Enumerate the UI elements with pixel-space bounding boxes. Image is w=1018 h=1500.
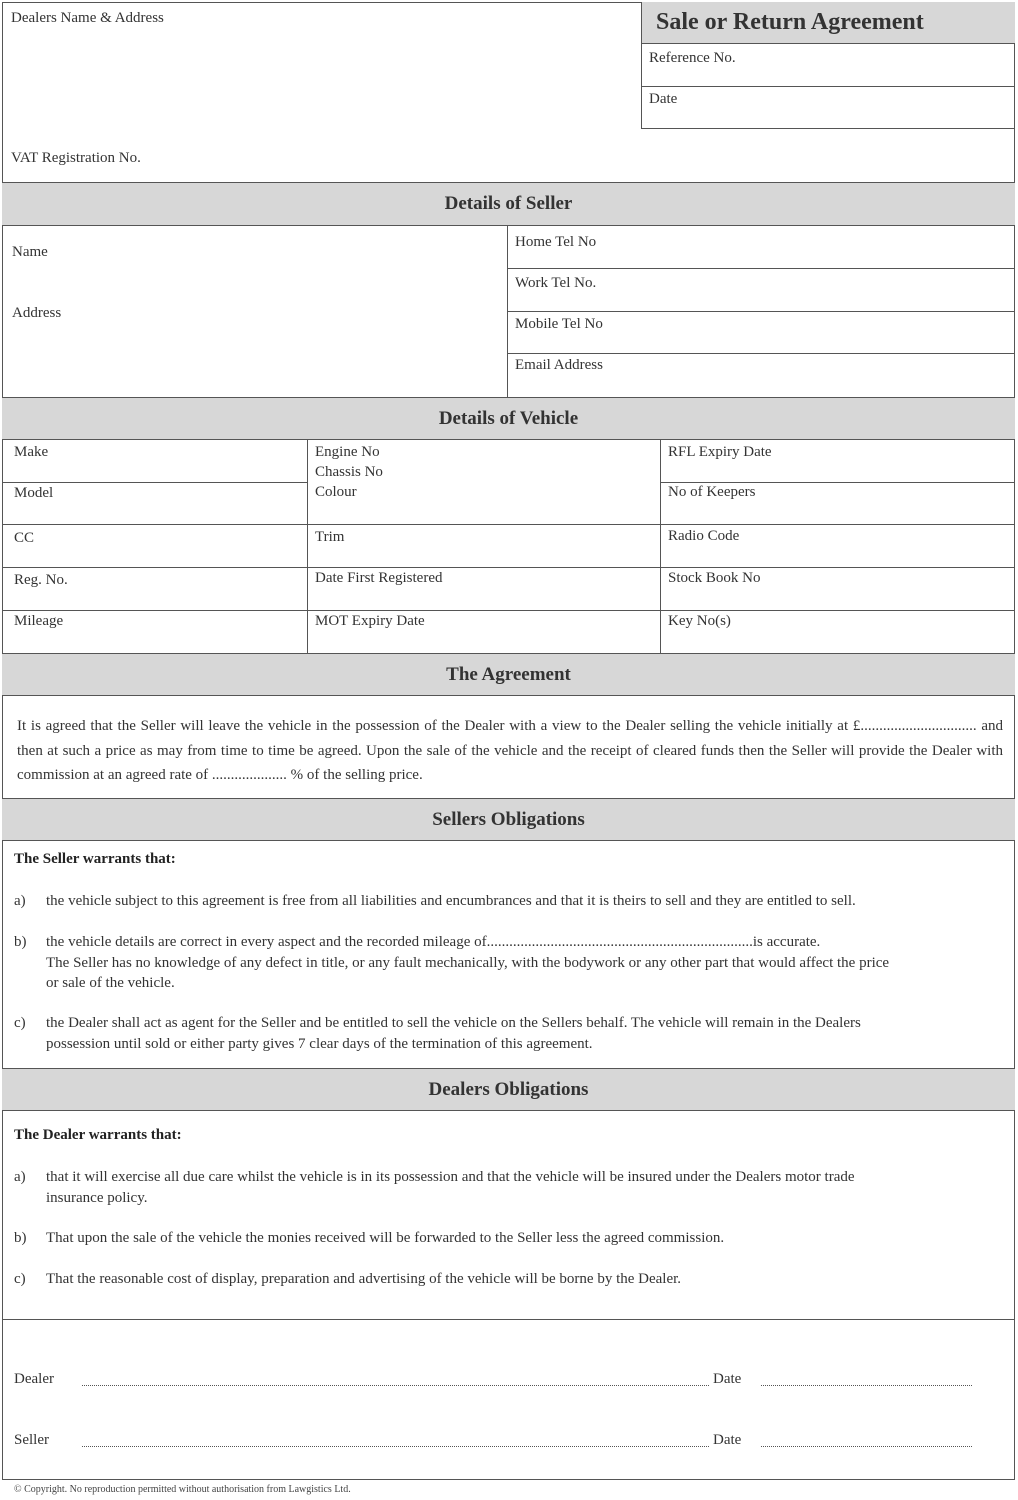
divider [307,440,308,653]
vehicle-section-heading: Details of Vehicle [2,397,1015,440]
email-label: Email Address [515,357,603,373]
reference-label: Reference No. [649,50,736,66]
cc-label: CC [14,530,35,546]
divider [642,86,1015,87]
seller-signature-label: Seller [14,1432,49,1448]
list-line: The Seller has no knowledge of any defect in title, or any fault mechanically, with the bodywork or any other part that would affect the price [46,954,890,971]
work-tel-label: Work Tel No. [515,275,597,291]
divider [507,353,1015,354]
mobile-tel-label: Mobile Tel No [515,316,603,332]
agreement-text: It is agreed that the Seller will leave the vehicle in the possession of the Dealer with a view to the Dealer selling the vehicle initially at £............................... and then at such a price as may from time to time be agreed. Upon the sale of the vehicle and the receipt of cleared funds then the Seller will provide the Dealer with commission at an agreed rate of .................... % of the selling price. [17,718,1003,783]
divider [2,567,1015,568]
dealer-date-label: Date [713,1371,742,1387]
list-line: or sale of the vehicle. [46,975,175,991]
list-line: the Dealer shall act as agent for the Seller and be entitled to sell the vehicle on the Sellers behalf. The vehicle will remain in the Dealers [46,1015,861,1031]
divider [660,482,1015,483]
mot-expiry-label: MOT Expiry Date [315,613,425,629]
list-marker: a) [14,893,26,909]
divider [2,610,1015,611]
radio-code-label: Radio Code [668,528,740,544]
dealer-warrants-intro: The Dealer warrants that: [14,1127,182,1143]
keepers-label: No of Keepers [668,484,756,500]
divider [507,311,1015,312]
make-label: Make [14,444,49,460]
engine-no-label: Engine No [315,444,380,460]
home-tel-label: Home Tel No [515,234,597,250]
list-line: that it will exercise all due care whilst the vehicle is in its possession and that the vehicle will be insured under the Dealers motor trade [46,1169,855,1185]
list-marker: b) [14,1230,27,1246]
dealer-name-address-label: Dealers Name & Address [11,10,164,26]
date-label: Date [649,91,678,107]
list-marker: c) [14,1015,26,1031]
seller-section-heading: Details of Seller [2,182,1015,226]
dealers-obligations-heading: Dealers Obligations [2,1068,1015,1111]
list-line: the vehicle subject to this agreement is free from all liabilities and encumbrances and that it is theirs to sell and they are entitled to sell. [46,893,856,909]
chassis-no-label: Chassis No [315,464,383,480]
colour-label: Colour [315,484,357,500]
list-marker: c) [14,1271,26,1287]
reg-no-label: Reg. No. [14,572,68,588]
title-block [641,2,1015,129]
divider [2,482,307,483]
divider [2,524,1015,525]
divider [507,268,1015,269]
divider [660,440,661,653]
stock-book-label: Stock Book No [668,570,761,586]
model-label: Model [14,485,54,501]
list-marker: b) [14,934,27,950]
list-marker: a) [14,1169,26,1185]
sellers-obligations-heading: Sellers Obligations [2,798,1015,841]
seller-warrants-intro: The Seller warrants that: [14,851,176,867]
seller-name-label: Name [12,244,48,260]
divider [2,1319,1015,1320]
mileage-label: Mileage [14,613,64,629]
seller-signature-line[interactable] [82,1446,709,1447]
vat-registration-label: VAT Registration No. [11,150,141,166]
title-bar [642,2,1015,44]
list-line: That upon the sale of the vehicle the monies received will be forwarded to the Seller less the agreed commission. [46,1230,725,1246]
seller-date-line[interactable] [761,1446,972,1447]
dealer-date-line[interactable] [761,1385,972,1386]
dealer-signature-line[interactable] [82,1385,709,1386]
dealer-signature-label: Dealer [14,1371,54,1387]
rfl-expiry-label: RFL Expiry Date [668,444,772,460]
form-title: Sale or Return Agreement [656,9,924,35]
seller-date-label: Date [713,1432,742,1448]
first-registered-label: Date First Registered [315,570,443,586]
copyright-notice: © Copyright. No reproduction permitted without authorisation from Lawgistics Ltd. [14,1484,351,1495]
list-line: possession until sold or either party gives 7 clear days of the termination of this agreement. [46,1035,593,1052]
list-line: insurance policy. [46,1189,148,1206]
agreement-section-heading: The Agreement [2,653,1015,696]
list-line: the vehicle details are correct in every aspect and the recorded mileage of.......................................................................is accurate. [46,934,821,950]
list-line: That the reasonable cost of display, preparation and advertising of the vehicle will be borne by the Dealer. [46,1271,682,1287]
trim-label: Trim [315,529,345,545]
seller-address-label: Address [12,305,62,321]
key-no-label: Key No(s) [668,613,731,629]
